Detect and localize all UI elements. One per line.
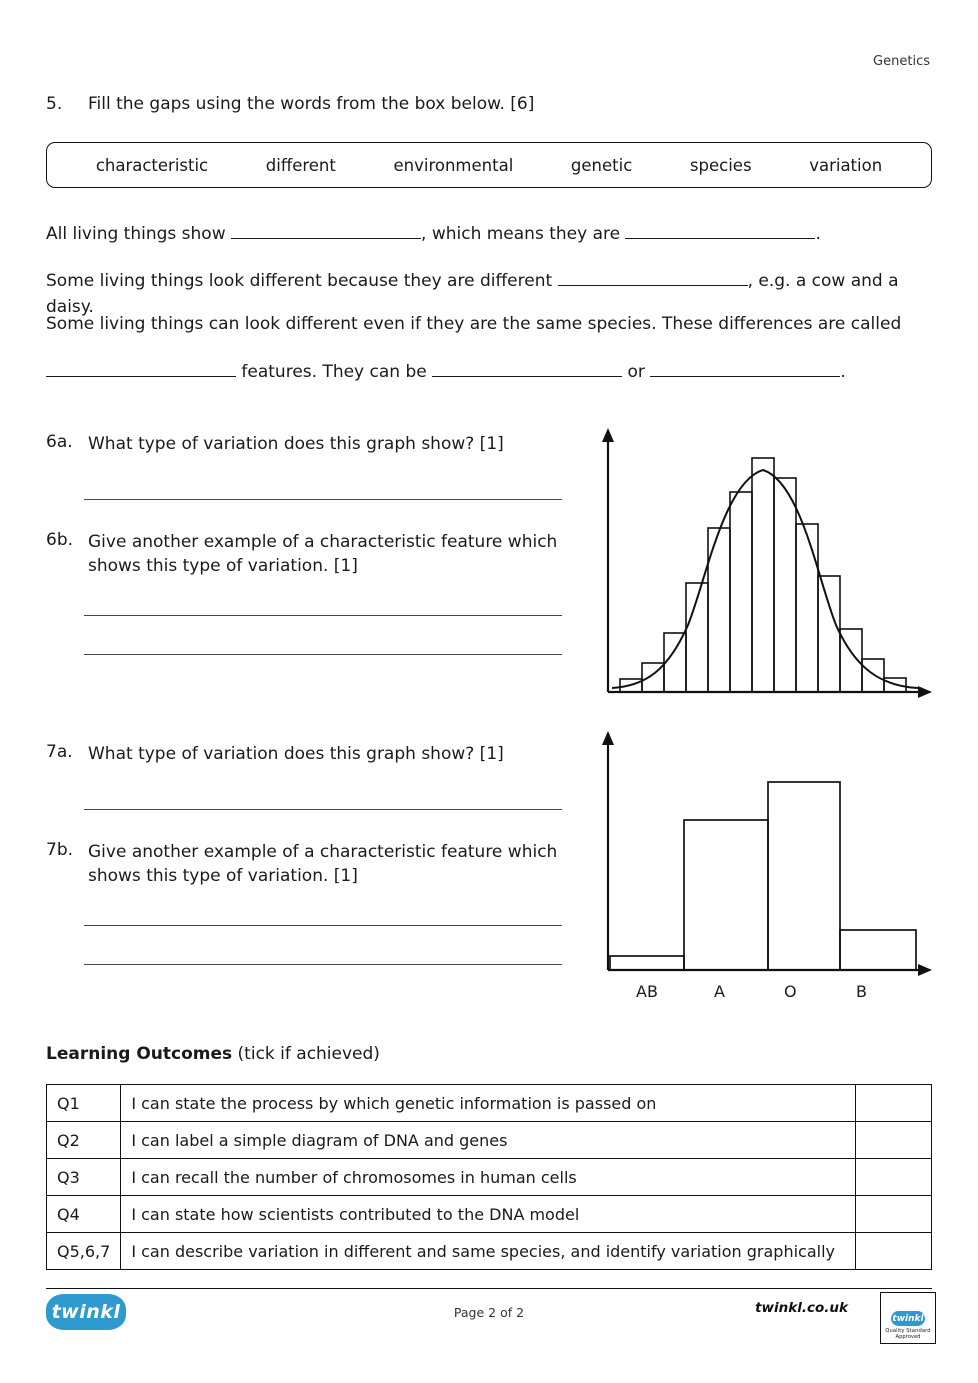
answer-line-6b-2[interactable] xyxy=(84,654,562,655)
learning-outcomes-title-rest: (tick if achieved) xyxy=(232,1044,380,1064)
sentence-1-part-c: . xyxy=(815,224,821,244)
learning-outcomes-table xyxy=(46,1084,932,1270)
question-6a-number: 6a. xyxy=(46,432,73,452)
answer-line-7b-1[interactable] xyxy=(84,925,562,926)
question-6b-text: Give another example of a characteristic feature which shows this type of variation. [1] xyxy=(88,531,558,577)
table-row xyxy=(47,1159,932,1196)
question-5 xyxy=(46,92,932,117)
question-6 xyxy=(46,432,566,655)
question-7 xyxy=(46,742,566,965)
answer-line-7a[interactable] xyxy=(84,809,562,810)
answer-line-7b-2[interactable] xyxy=(84,964,562,965)
answer-line-6a[interactable] xyxy=(84,499,562,500)
bar-label-o: O xyxy=(784,982,797,1001)
outcome-tick-cell[interactable] xyxy=(856,1159,932,1196)
word-bank-item: characteristic xyxy=(95,155,209,175)
table-row xyxy=(47,1196,932,1233)
outcome-tick-cell[interactable] xyxy=(856,1085,932,1122)
bar-label-ab: AB xyxy=(636,982,658,1001)
outcome-tick-cell[interactable] xyxy=(856,1122,932,1159)
word-bank-item: species xyxy=(689,155,752,175)
outcome-text: I can describe variation in different and same species, and identify variation graphically xyxy=(121,1233,856,1270)
gap-blank-2[interactable] xyxy=(625,224,815,239)
gap-sentence-4 xyxy=(46,360,932,386)
outcome-tick-cell[interactable] xyxy=(856,1233,932,1270)
sentence-3-text: Some living things can look different even if they are the same species. These differences are called xyxy=(46,314,902,334)
sentence-2-part-a: Some living things look different because they are different xyxy=(46,271,558,291)
question-7b-number: 7b. xyxy=(46,839,74,860)
quality-standard-badge xyxy=(880,1292,936,1344)
word-bank-item: different xyxy=(265,155,336,175)
question-5-prompt: Fill the gaps using the words from the box below. [6] xyxy=(88,94,535,114)
outcome-code: Q4 xyxy=(47,1196,121,1233)
learning-outcomes-title-bold: Learning Outcomes xyxy=(46,1044,233,1064)
table-row xyxy=(47,1233,932,1270)
outcome-text: I can recall the number of chromosomes in human cells xyxy=(121,1159,856,1196)
badge-twinkl-logo: twinkl xyxy=(891,1311,925,1326)
question-6b-number: 6b. xyxy=(46,529,74,550)
word-bank-box xyxy=(46,142,932,188)
sentence-4-part-b: or xyxy=(622,362,651,382)
footer-divider xyxy=(46,1288,932,1289)
gap-blank-1[interactable] xyxy=(231,224,421,239)
page-topic: Genetics xyxy=(873,54,930,69)
question-6a-text: What type of variation does this graph show? [1] xyxy=(88,434,504,454)
sentence-4-part-c: . xyxy=(840,362,846,382)
word-bank-item: environmental xyxy=(393,155,514,175)
question-7a-number: 7a. xyxy=(46,742,73,762)
bar-label-b: B xyxy=(856,982,867,1001)
outcome-text: I can state the process by which genetic information is passed on xyxy=(121,1085,856,1122)
question-5-number: 5. xyxy=(46,94,63,114)
outcome-code: Q1 xyxy=(47,1085,121,1122)
sentence-1-part-a: All living things show xyxy=(46,224,232,244)
gap-sentence-3 xyxy=(46,312,932,338)
badge-line-2: Approved xyxy=(895,1334,921,1340)
outcome-text: I can state how scientists contributed to the DNA model xyxy=(121,1196,856,1233)
question-7b-text: Give another example of a characteristic feature which shows this type of variation. [1] xyxy=(88,841,558,887)
discontinuous-variation-graph xyxy=(596,728,936,988)
learning-outcomes-title xyxy=(46,1044,380,1064)
answer-line-6b-1[interactable] xyxy=(84,615,562,616)
twinkl-logo: twinkl xyxy=(46,1294,126,1330)
sentence-1-part-b: , which means they are xyxy=(421,224,626,244)
outcome-code: Q3 xyxy=(47,1159,121,1196)
gap-blank-6[interactable] xyxy=(650,362,840,377)
bar-label-a: A xyxy=(714,982,725,1001)
outcome-code: Q5,6,7 xyxy=(47,1233,121,1270)
continuous-variation-graph xyxy=(596,420,936,710)
outcome-code: Q2 xyxy=(47,1122,121,1159)
gap-blank-4[interactable] xyxy=(46,362,236,377)
word-bank-item: variation xyxy=(809,155,883,175)
sentence-4-part-a: features. They can be xyxy=(236,362,433,382)
site-url: twinkl.co.uk xyxy=(755,1300,848,1316)
outcome-text: I can label a simple diagram of DNA and genes xyxy=(121,1122,856,1159)
question-7a-text: What type of variation does this graph show? [1] xyxy=(88,744,504,764)
sentence-2-part-b: , e.g. a cow and a daisy. xyxy=(46,271,899,317)
table-row xyxy=(47,1085,932,1122)
outcome-tick-cell[interactable] xyxy=(856,1196,932,1233)
table-row xyxy=(47,1122,932,1159)
badge-line-1: Quality Standard xyxy=(885,1328,931,1334)
gap-sentence-1 xyxy=(46,222,932,248)
page-number: Page 2 of 2 xyxy=(453,1305,525,1320)
gap-blank-5[interactable] xyxy=(432,362,622,377)
word-bank-item: genetic xyxy=(570,155,633,175)
gap-blank-3[interactable] xyxy=(558,271,748,286)
